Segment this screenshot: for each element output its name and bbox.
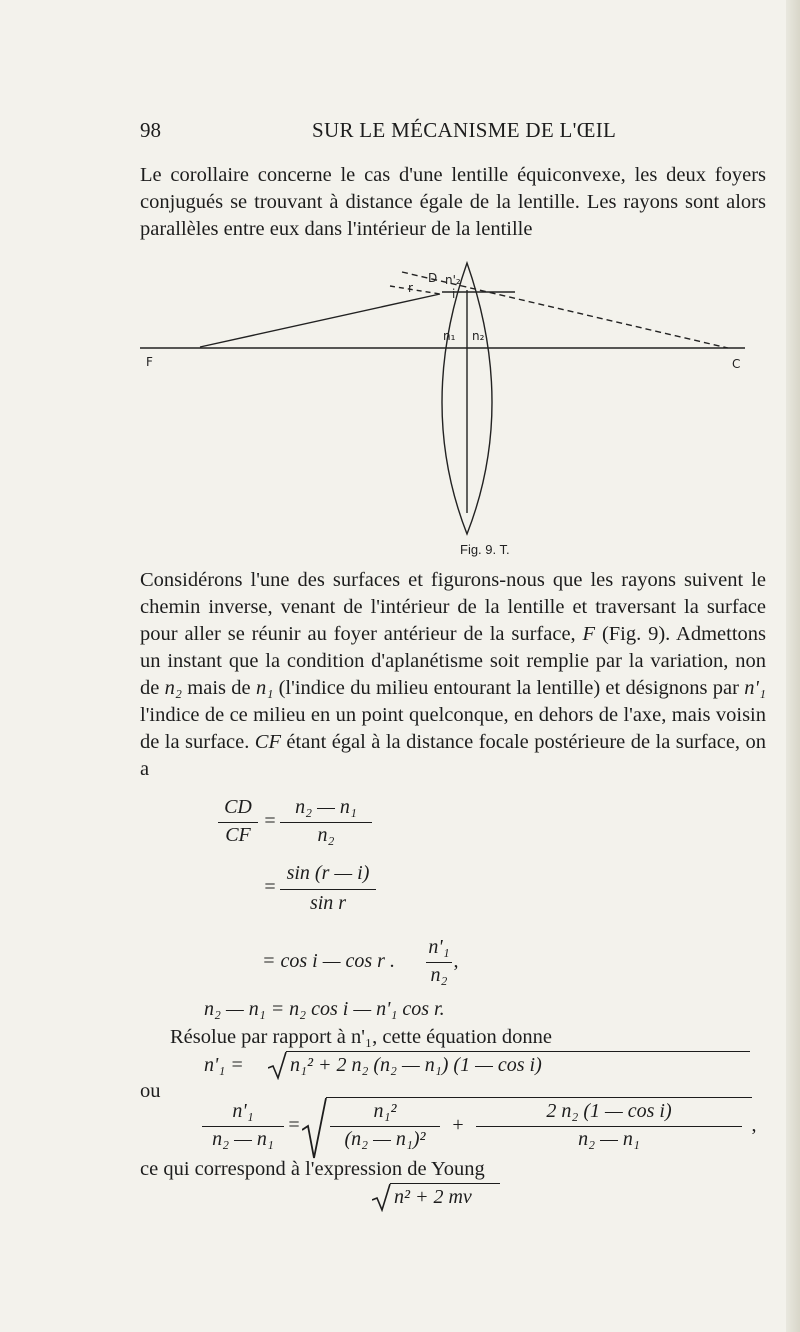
- page-edge: [786, 0, 800, 1332]
- eq1-right-den: n₂: [317, 824, 335, 846]
- running-header: [0, 118, 800, 148]
- p2-s1: Considérons l'une des surfaces et figurons-nous que les rayons suivent le chemin inverse, venant de l'intérieur de la lentille et traversant la surface pour aller se réunir au foyer antérieur de la surface,: [140, 569, 766, 645]
- eq6-r2-den: n₂ — n₁: [578, 1128, 640, 1150]
- eq6-r1-num: n₁²: [373, 1100, 397, 1122]
- eq3: = cos i — cos r .: [262, 950, 395, 972]
- label-n2: n₂: [472, 329, 485, 343]
- figure-caption: Fig. 9. T.: [460, 542, 510, 557]
- eq5-radical-sign: [268, 1050, 288, 1080]
- eq2-rule: [280, 889, 376, 890]
- figure-lens-diagram: [140, 258, 770, 558]
- p2-n1: n₁: [255, 677, 274, 699]
- p2-s6: étant égal à la distance focale postérieure de la surface, on a: [140, 731, 766, 780]
- ray-dashed-ext: [390, 286, 440, 294]
- p2-n2: n₂: [164, 677, 183, 699]
- label-C: C: [732, 357, 741, 371]
- eq6-left-num: n'₁: [232, 1100, 254, 1122]
- line-resolue: Résolue par rapport à n'₁, cette équation donne: [170, 1026, 552, 1048]
- eq2-equals: =: [264, 876, 276, 898]
- eq6-r2-num: 2 n₂ (1 — cos i): [546, 1100, 672, 1122]
- p2-s2: (Fig. 9). Admettons un instant que la condition d'aplanétisme soit remplie par la variation, non de: [140, 623, 767, 699]
- eq7-radical-sign: [372, 1182, 392, 1212]
- p2-s4: (l'indice du milieu entourant la lentille) et désignons par: [273, 677, 745, 699]
- paragraph-considerons: [140, 567, 766, 783]
- p2-s5: l'indice de ce milieu en un point quelconque, en dehors de l'axe, mais voisin de la surface.: [140, 704, 766, 753]
- p2-n1p: n'₁: [744, 677, 766, 699]
- page-number: 98: [140, 118, 161, 142]
- paragraph-corollaire: Le corollaire concerne le cas d'une lentille équiconvexe, les deux foyers conjugués se trouvant à distance égale de la lentille. Les rayons sont alors parallèles entre eux dans l'intérieur de la lentille: [140, 164, 766, 240]
- eq2-den: sin r: [309, 892, 347, 914]
- p2-s3: mais de: [182, 677, 256, 699]
- eq5-radicand: n₁² + 2 n₂ (n₂ — n₁) (1 — cos i): [290, 1054, 542, 1076]
- label-r: r: [408, 281, 413, 295]
- eq5-vinculum: [286, 1051, 750, 1052]
- label-n1: n₁: [443, 329, 456, 343]
- label-F: F: [146, 355, 153, 369]
- running-title: SUR LE MÉCANISME DE L'ŒIL: [312, 118, 617, 142]
- eq6-radical-sign: [302, 1096, 328, 1160]
- p2-CF: CF: [254, 731, 281, 753]
- label-D: D: [428, 271, 438, 285]
- label-i: i: [452, 287, 456, 301]
- eq3-comma: ,: [453, 950, 459, 972]
- eq3-frac-num: n'₁: [428, 936, 450, 958]
- eq6-equals: =: [288, 1114, 300, 1136]
- eq1-left-num: CD: [224, 796, 252, 818]
- line-young: ce qui correspond à l'expression de Young: [140, 1158, 485, 1180]
- eq2-num: sin (r — i): [286, 862, 370, 884]
- eq1-equals: =: [264, 810, 276, 832]
- ray-incident: [200, 294, 440, 347]
- eq4: n₂ — n₁ = n₂ cos i — n'₁ cos r.: [204, 998, 445, 1020]
- eq6-plus: +: [452, 1114, 464, 1136]
- p2-F: F: [582, 623, 596, 645]
- eq6-vinculum: [326, 1097, 752, 1098]
- eq1-left-den: CF: [225, 824, 251, 846]
- eq7-radicand: n² + 2 mv: [394, 1186, 472, 1208]
- eq1-right-num: n₂ — n₁: [295, 796, 357, 818]
- word-ou: ou: [140, 1080, 161, 1102]
- eq6-comma: ,: [751, 1114, 757, 1136]
- label-n2-prime: n'₂: [445, 273, 461, 287]
- eq5-left: n'₁ =: [204, 1054, 244, 1076]
- eq6-left-den: n₂ — n₁: [212, 1128, 274, 1150]
- eq6-r1-den: (n₂ — n₁)²: [344, 1128, 426, 1150]
- eq3-frac-den: n₂: [430, 964, 448, 986]
- eq7-vinculum: [390, 1183, 500, 1184]
